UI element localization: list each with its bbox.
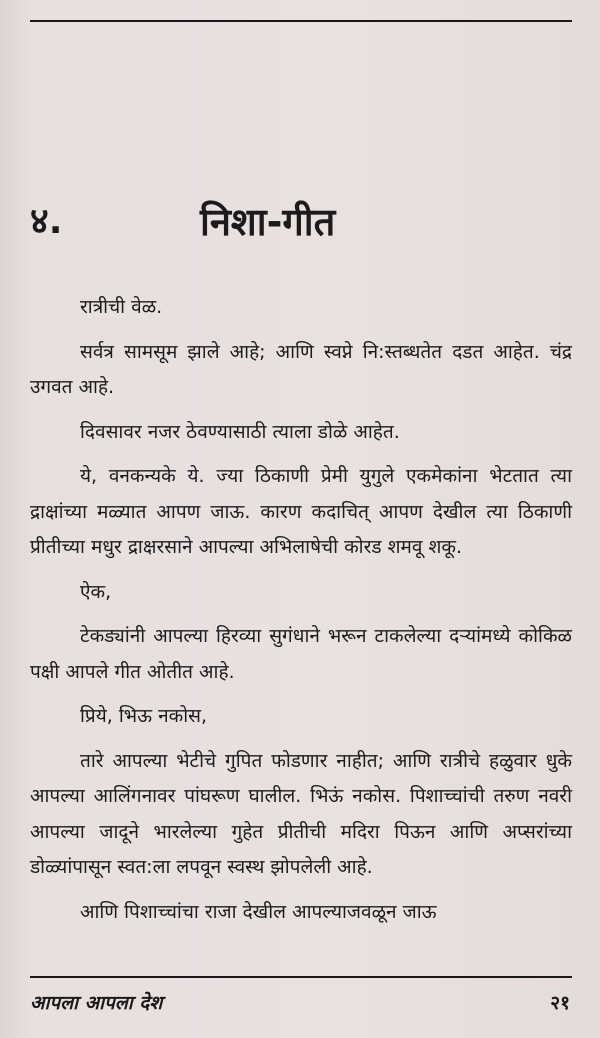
top-rule [30, 20, 572, 22]
paragraph: दिवसावर नजर ठेवण्यासाठी त्याला डोळे आहेत. [80, 420, 400, 443]
running-footer-title: आपला आपला देश [30, 992, 163, 1014]
chapter-heading [30, 196, 572, 248]
page-number: २१ [550, 992, 570, 1014]
bottom-rule [30, 976, 572, 978]
paragraph: टेकड्यांनी आपल्या हिरव्या सुगंधाने भरून टाकलेल्या दऱ्यांमध्ये कोकिळ पक्षी आपले गीत ओतीत आहे. [30, 625, 572, 683]
chapter-title: निशा-गीत [200, 200, 336, 244]
paragraph: ये, वनकन्यके ये. ज्या ठिकाणी प्रेमी युगुले एकमेकांना भेटतात त्या द्राक्षांच्या मळ्यात आपण जाऊ. कारण कदाचित् आपण देखील त्या ठिकाणी प्रीतीच्या मधुर द्राक्षरसाने आपल्या अभिलाषेची कोरड शमवू शकू. [30, 465, 572, 558]
paragraph: सर्वत्र सामसूम झाले आहे; आणि स्वप्ने नि:स्तब्धतेत दडत आहेत. चंद्र उगवत आहे. [30, 340, 572, 398]
paragraph: रात्रीची वेळ. [80, 296, 163, 318]
chapter-number: ४. [30, 201, 63, 242]
paragraph: तारे आपल्या भेटीचे गुपित फोडणार नाहीत; आणि रात्रीचे हळुवार धुके आपल्या आलिंगनावर पांघरूण घालील. भिऊं नकोस. पिशाच्चांची तरुण नवरी आपल्या जादूने भारलेल्या गुहेत प्रीतीची मदिरा पिऊन आणि अप्सरांच्या डोळ्यांपासून स्वत:ला लपवून स्वस्थ झोपलेली आहे. [30, 749, 572, 878]
paragraph: ऐक, [80, 580, 112, 603]
paragraph: प्रिये, भिऊ नकोस, [80, 705, 208, 727]
chapter-body [30, 290, 572, 939]
paragraph: आणि पिशाच्चांचा राजा देखील आपल्याजवळून जाऊ [80, 900, 437, 923]
